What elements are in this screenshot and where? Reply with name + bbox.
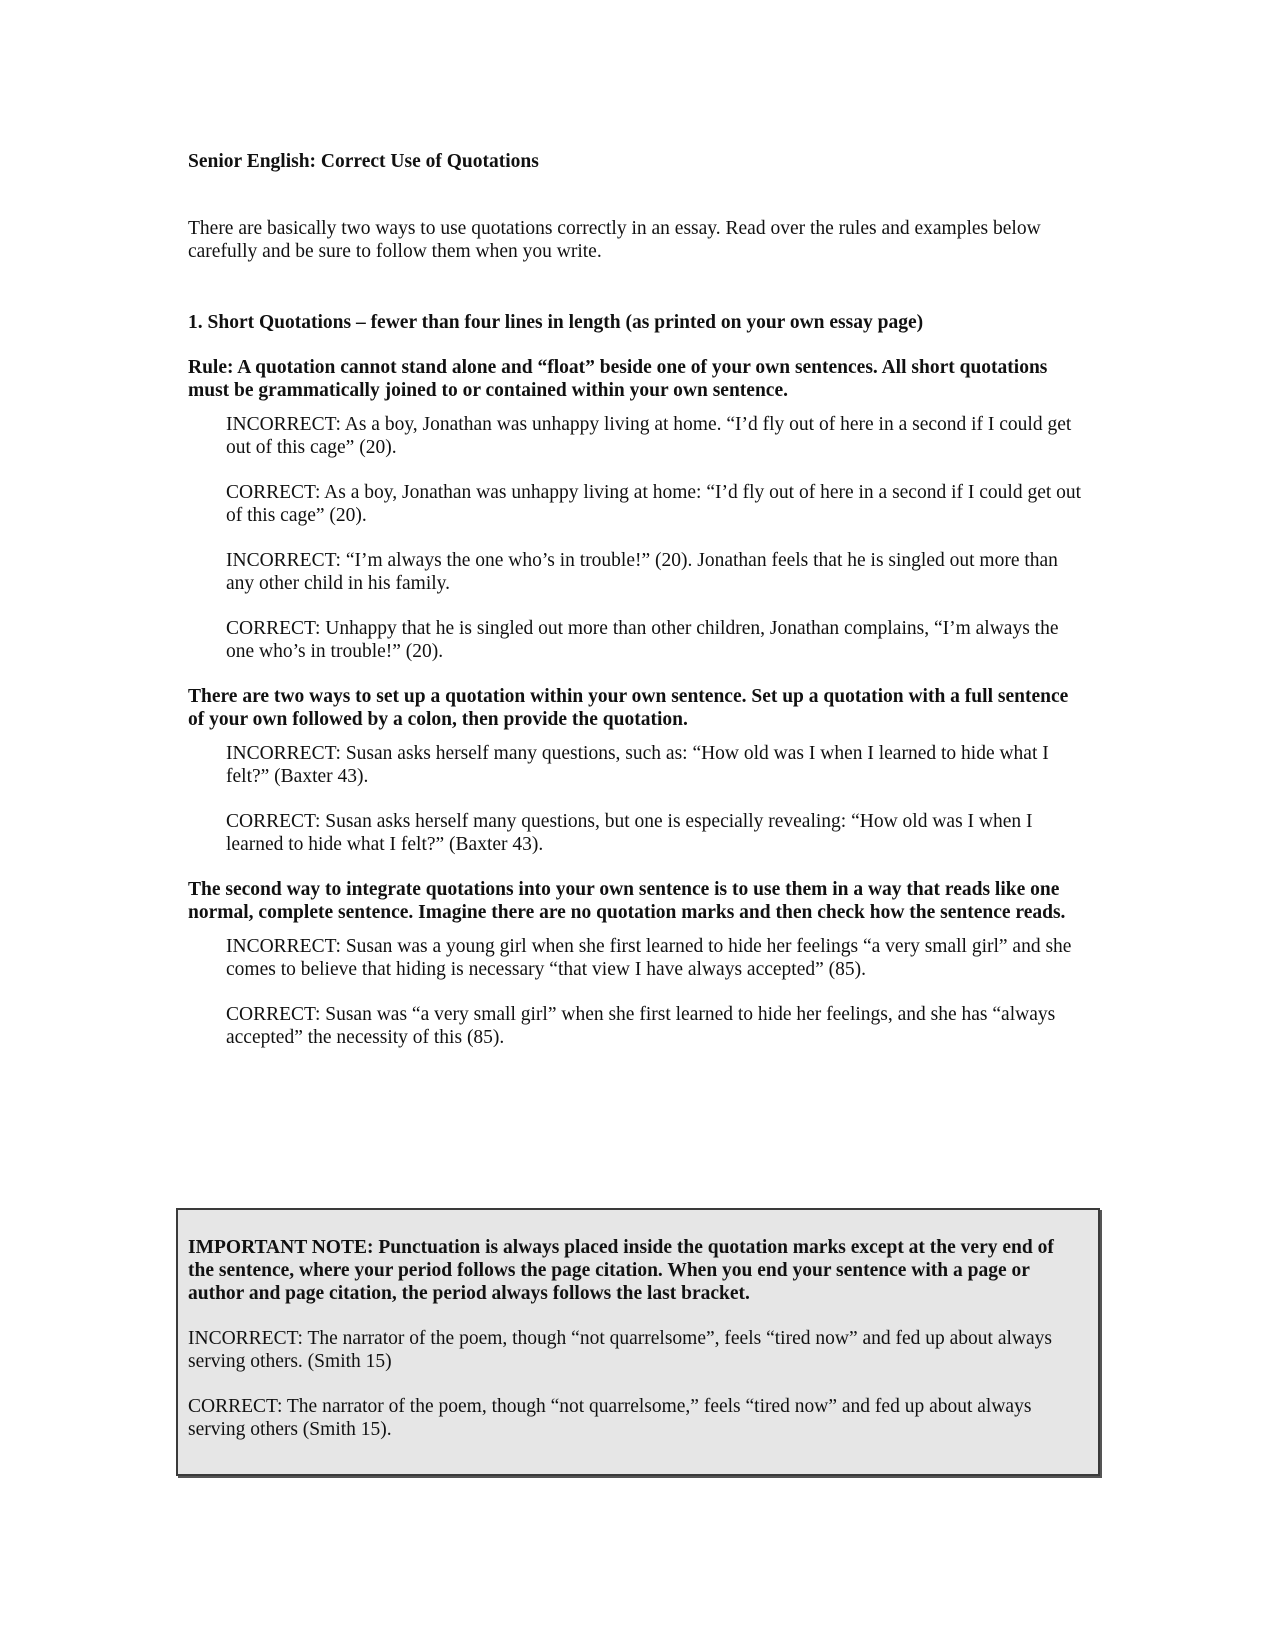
document-body	[188, 140, 1088, 1049]
important-note-box	[176, 1208, 1100, 1476]
page-title: Senior English: Correct Use of Quotations	[188, 151, 539, 172]
example-incorrect: INCORRECT: “I’m always the one who’s in trouble!” (20). Jonathan feels that he is singled out more than any other child in his family.	[226, 550, 1058, 594]
example-correct: CORRECT: Susan was “a very small girl” when she first learned to hide her feelings, and she has “always accepted” the necessity of this (85).	[226, 1004, 1056, 1048]
example-incorrect: INCORRECT: Susan asks herself many questions, such as: “How old was I when I learned to hide what I felt?” (Baxter 43).	[226, 743, 1049, 787]
example-incorrect: INCORRECT: Susan was a young girl when she first learned to hide her feelings “a very small girl” and she comes to believe that hiding is necessary “that view I have always accepted” (85).	[226, 936, 1072, 980]
rule-float-quotation: Rule: A quotation cannot stand alone and “float” beside one of your own sentences. All short quotations must be grammatically joined to or contained within your own sentence.	[188, 357, 1048, 401]
section-heading-short-quotations: 1. Short Quotations – fewer than four lines in length (as printed on your own essay page)	[188, 312, 924, 333]
important-note-title: IMPORTANT NOTE: Punctuation is always placed inside the quotation marks except at the very end of the sentence, where your period follows the page citation. When you end your sentence with a page or author and page citation, the period always follows the last bracket.	[188, 1237, 1054, 1304]
note-example-incorrect: INCORRECT: The narrator of the poem, though “not quarrelsome”, feels “tired now” and fed up about always serving others. (Smith 15)	[188, 1328, 1052, 1372]
important-note-content	[188, 1236, 1078, 1441]
example-correct: CORRECT: Unhappy that he is singled out more than other children, Jonathan complains, “I’m always the one who’s in trouble!” (20).	[226, 618, 1059, 662]
rule-integrate-sentence: The second way to integrate quotations into your own sentence is to use them in a way that reads like one normal, complete sentence. Imagine there are no quotation marks and then check how the sentence reads.	[188, 879, 1066, 923]
example-correct: CORRECT: Susan asks herself many questions, but one is especially revealing: “How old was I when I learned to hide what I felt?” (Baxter 43).	[226, 811, 1033, 855]
example-correct: CORRECT: As a boy, Jonathan was unhappy living at home: “I’d fly out of here in a second if I could get out of this cage” (20).	[226, 482, 1082, 526]
example-incorrect: INCORRECT: As a boy, Jonathan was unhappy living at home. “I’d fly out of here in a second if I could get out of this cage” (20).	[226, 414, 1072, 458]
rule-colon-setup: There are two ways to set up a quotation within your own sentence. Set up a quotation with a full sentence of your own followed by a colon, then provide the quotation.	[188, 686, 1069, 730]
intro-paragraph: There are basically two ways to use quotations correctly in an essay. Read over the rules and examples below carefully and be sure to follow them when you write.	[188, 218, 1041, 262]
note-example-correct: CORRECT: The narrator of the poem, though “not quarrelsome,” feels “tired now” and fed up about always serving others (Smith 15).	[188, 1396, 1032, 1440]
